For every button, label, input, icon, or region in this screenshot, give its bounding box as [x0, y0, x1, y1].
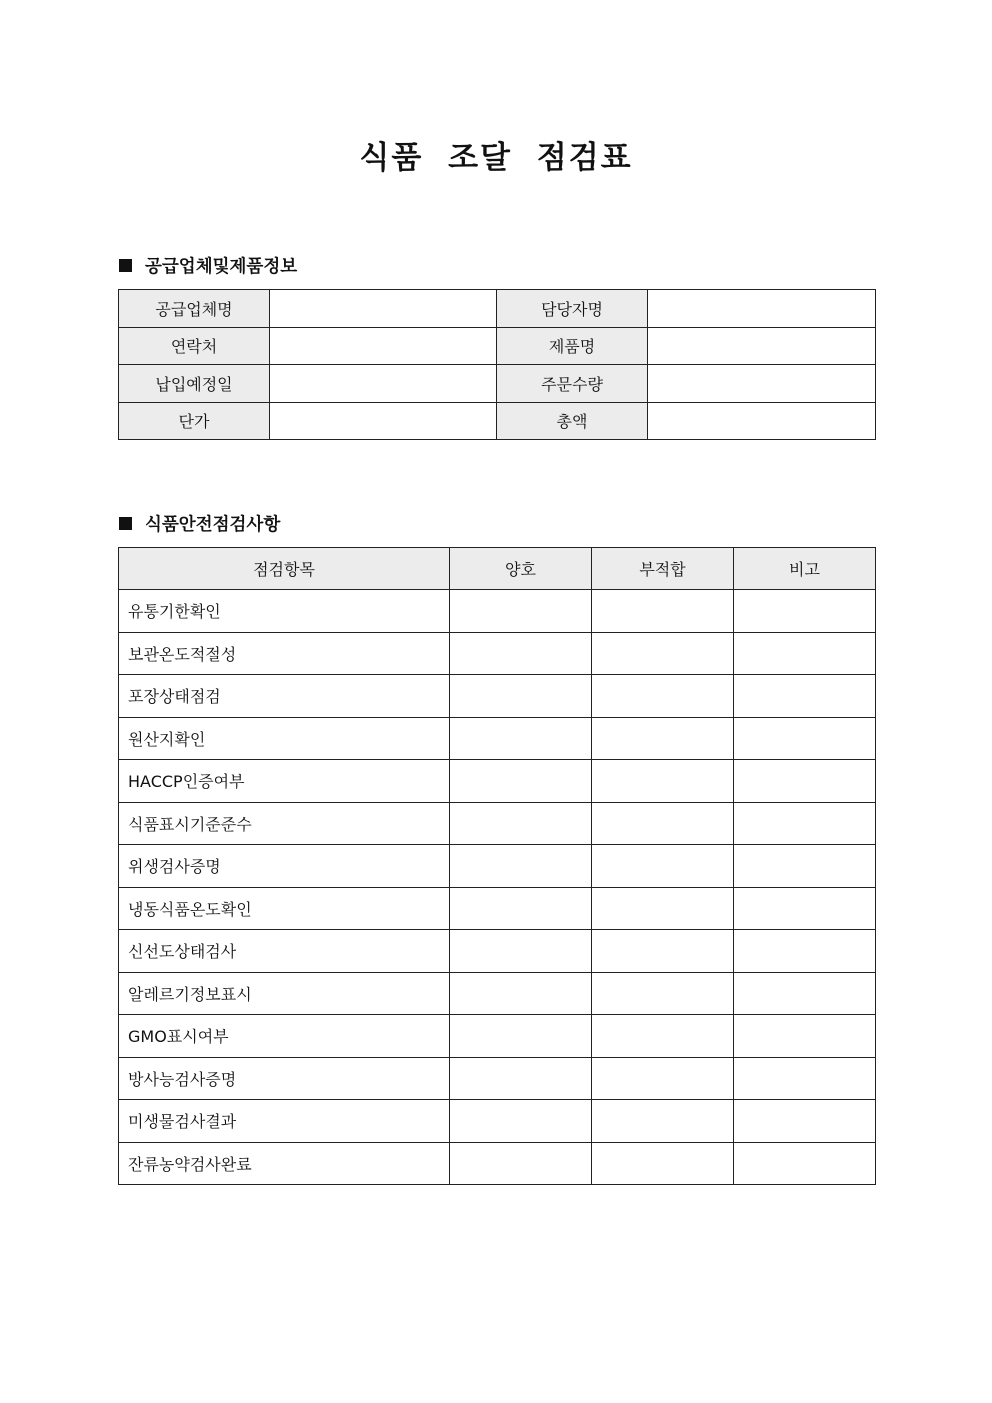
check-item-label: 미생물검사결과 — [119, 1100, 450, 1143]
good-cell[interactable] — [450, 845, 592, 888]
check-item-label: 잔류농약검사완료 — [119, 1142, 450, 1185]
unsuitable-cell[interactable] — [592, 1015, 734, 1058]
table-row — [119, 590, 876, 633]
good-cell[interactable] — [450, 717, 592, 760]
unsuitable-cell[interactable] — [592, 1142, 734, 1185]
unsuitable-cell[interactable] — [592, 1100, 734, 1143]
good-cell[interactable] — [450, 802, 592, 845]
check-item-label: 보관온도적절성 — [119, 632, 450, 675]
remarks-cell[interactable] — [734, 972, 876, 1015]
remarks-cell[interactable] — [734, 675, 876, 718]
remarks-cell[interactable] — [734, 1100, 876, 1143]
good-cell[interactable] — [450, 1057, 592, 1100]
column-header-good: 양호 — [450, 548, 592, 590]
good-cell[interactable] — [450, 1015, 592, 1058]
remarks-cell[interactable] — [734, 802, 876, 845]
table-row — [119, 365, 876, 403]
field-value[interactable] — [270, 365, 497, 403]
field-label: 단가 — [119, 402, 270, 440]
page-title: 식품 조달 점검표 — [359, 140, 633, 176]
field-label: 공급업체명 — [119, 290, 270, 328]
good-cell[interactable] — [450, 590, 592, 633]
good-cell[interactable] — [450, 760, 592, 803]
table-row — [119, 930, 876, 973]
check-item-label: 알레르기정보표시 — [119, 972, 450, 1015]
remarks-cell[interactable] — [734, 930, 876, 973]
table-row — [119, 675, 876, 718]
field-label: 제품명 — [497, 327, 648, 365]
table-row — [119, 402, 876, 440]
square-bullet-icon — [119, 517, 132, 530]
unsuitable-cell[interactable] — [592, 845, 734, 888]
check-item-label: 냉동식품온도확인 — [119, 887, 450, 930]
table-row — [119, 1100, 876, 1143]
table-row — [119, 760, 876, 803]
remarks-cell[interactable] — [734, 760, 876, 803]
check-item-label: GMO표시여부 — [119, 1015, 450, 1058]
field-label: 연락처 — [119, 327, 270, 365]
good-cell[interactable] — [450, 1142, 592, 1185]
remarks-cell[interactable] — [734, 717, 876, 760]
unsuitable-cell[interactable] — [592, 675, 734, 718]
remarks-cell[interactable] — [734, 887, 876, 930]
check-item-label: 포장상태점검 — [119, 675, 450, 718]
section-heading-label: 식품안전점검사항 — [145, 515, 281, 535]
field-label: 주문수량 — [497, 365, 648, 403]
square-bullet-icon — [119, 259, 132, 272]
remarks-cell[interactable] — [734, 1142, 876, 1185]
column-header-remarks: 비고 — [734, 548, 876, 590]
table-row — [119, 327, 876, 365]
column-header-item: 점검항목 — [119, 548, 450, 590]
field-label: 납입예정일 — [119, 365, 270, 403]
good-cell[interactable] — [450, 632, 592, 675]
table-header-row — [119, 548, 876, 590]
check-item-label: 원산지확인 — [119, 717, 450, 760]
remarks-cell[interactable] — [734, 845, 876, 888]
unsuitable-cell[interactable] — [592, 972, 734, 1015]
good-cell[interactable] — [450, 675, 592, 718]
field-value[interactable] — [648, 402, 876, 440]
good-cell[interactable] — [450, 1100, 592, 1143]
table-row — [119, 717, 876, 760]
check-item-label: 식품표시기준준수 — [119, 802, 450, 845]
unsuitable-cell[interactable] — [592, 632, 734, 675]
check-item-label: 위생검사증명 — [119, 845, 450, 888]
table-row — [119, 972, 876, 1015]
unsuitable-cell[interactable] — [592, 887, 734, 930]
check-item-label: 방사능검사증명 — [119, 1057, 450, 1100]
unsuitable-cell[interactable] — [592, 930, 734, 973]
section-heading-label: 공급업체및제품정보 — [145, 257, 298, 277]
section-heading-supplier — [119, 253, 297, 278]
table-row — [119, 1015, 876, 1058]
check-item-label: 신선도상태검사 — [119, 930, 450, 973]
unsuitable-cell[interactable] — [592, 717, 734, 760]
unsuitable-cell[interactable] — [592, 1057, 734, 1100]
unsuitable-cell[interactable] — [592, 590, 734, 633]
remarks-cell[interactable] — [734, 590, 876, 633]
table-row — [119, 802, 876, 845]
table-row — [119, 845, 876, 888]
check-item-label: 유통기한확인 — [119, 590, 450, 633]
check-item-label: HACCP인증여부 — [119, 760, 450, 803]
column-header-unsuitable: 부적합 — [592, 548, 734, 590]
field-value[interactable] — [648, 290, 876, 328]
field-label: 총액 — [497, 402, 648, 440]
field-value[interactable] — [270, 402, 497, 440]
table-row — [119, 887, 876, 930]
good-cell[interactable] — [450, 887, 592, 930]
table-row — [119, 1142, 876, 1185]
field-value[interactable] — [270, 327, 497, 365]
remarks-cell[interactable] — [734, 632, 876, 675]
field-label: 담당자명 — [497, 290, 648, 328]
field-value[interactable] — [270, 290, 497, 328]
good-cell[interactable] — [450, 972, 592, 1015]
table-row — [119, 1057, 876, 1100]
remarks-cell[interactable] — [734, 1057, 876, 1100]
table-row — [119, 290, 876, 328]
unsuitable-cell[interactable] — [592, 760, 734, 803]
good-cell[interactable] — [450, 930, 592, 973]
section-heading-safety — [119, 511, 280, 536]
supplier-info-table — [118, 289, 876, 440]
field-value[interactable] — [648, 327, 876, 365]
safety-checklist-table — [118, 547, 876, 1185]
unsuitable-cell[interactable] — [592, 802, 734, 845]
remarks-cell[interactable] — [734, 1015, 876, 1058]
table-row — [119, 632, 876, 675]
field-value[interactable] — [648, 365, 876, 403]
